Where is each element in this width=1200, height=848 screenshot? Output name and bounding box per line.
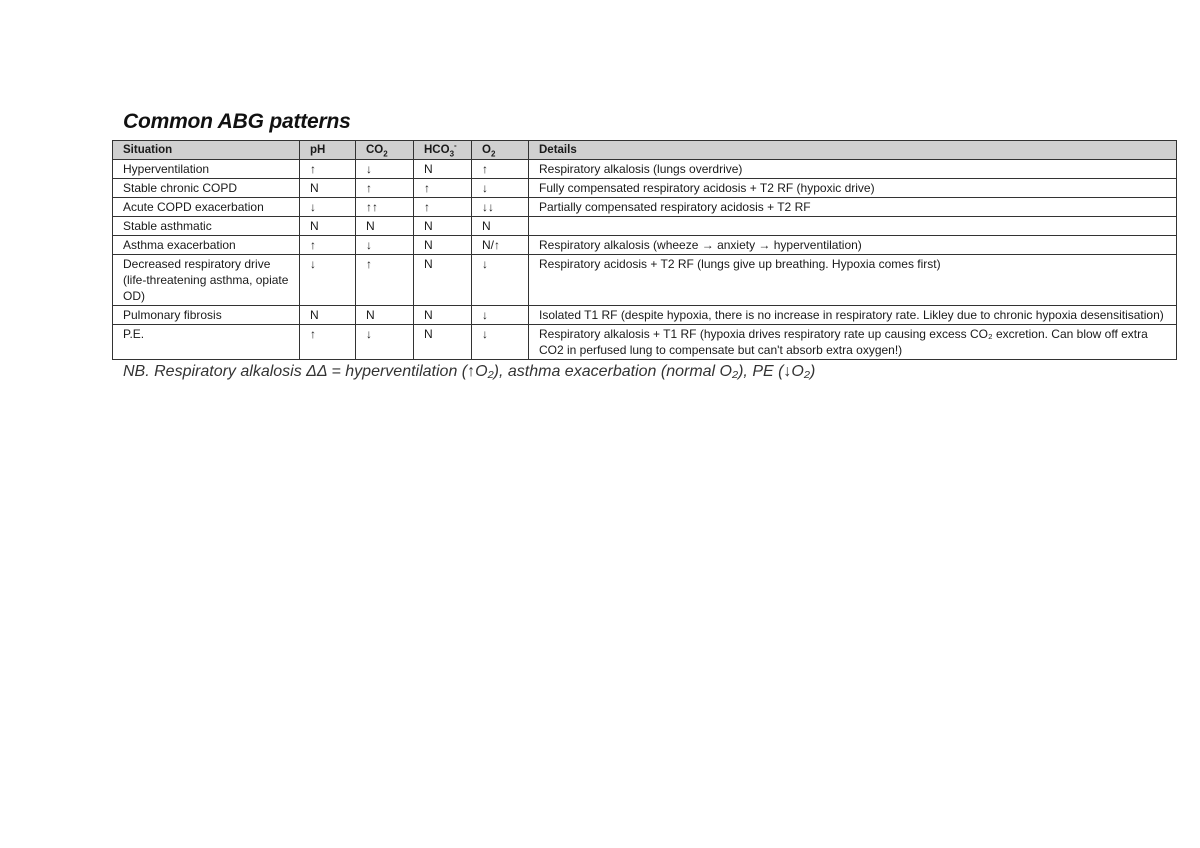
cell-ph: ↑ <box>300 236 356 255</box>
cell-hco3: N <box>414 306 472 325</box>
cell-details: Respiratory alkalosis + T1 RF (hypoxia drives respiratory rate up causing excess CO₂ excretion. Can blow off extra CO2 in perfused lung to compensate but can't absorb extra oxygen!) <box>529 325 1177 360</box>
cell-co2: N <box>356 306 414 325</box>
cell-situation: Hyperventilation <box>113 160 300 179</box>
abg-table <box>112 140 1177 360</box>
header-ph: pH <box>300 141 356 160</box>
cell-ph: N <box>300 217 356 236</box>
cell-situation: Stable asthmatic <box>113 217 300 236</box>
cell-co2: N <box>356 217 414 236</box>
cell-details: Isolated T1 RF (despite hypoxia, there is no increase in respiratory rate. Likley due to chronic hypoxia desensitisation) <box>529 306 1177 325</box>
cell-o2: ↑ <box>472 160 529 179</box>
cell-ph: N <box>300 306 356 325</box>
cell-hco3: N <box>414 217 472 236</box>
cell-hco3: ↑ <box>414 179 472 198</box>
cell-situation: Pulmonary fibrosis <box>113 306 300 325</box>
cell-o2: ↓ <box>472 306 529 325</box>
cell-situation: Asthma exacerbation <box>113 236 300 255</box>
footnote: NB. Respiratory alkalosis ΔΔ = hyperventilation (↑O₂), asthma exacerbation (normal O₂), PE (↓O₂) <box>123 363 816 380</box>
cell-details: Respiratory alkalosis (wheeze → anxiety → hyperventilation) <box>529 236 1177 255</box>
cell-co2: ↓ <box>356 236 414 255</box>
cell-hco3: N <box>414 325 472 360</box>
document <box>112 110 1176 381</box>
cell-situation: P.E. <box>113 325 300 360</box>
table-row <box>113 179 1177 198</box>
cell-ph: N <box>300 179 356 198</box>
cell-co2: ↑↑ <box>356 198 414 217</box>
header-o2: $O_2$ <box>472 141 529 160</box>
cell-ph: ↓ <box>300 255 356 306</box>
header-hco3: $HCO_3^-$ <box>414 141 472 160</box>
header-co2: $CO_2$ <box>356 141 414 160</box>
cell-o2: ↓↓ <box>472 198 529 217</box>
table-row <box>113 217 1177 236</box>
cell-hco3: N <box>414 236 472 255</box>
table-row <box>113 255 1177 306</box>
cell-co2: ↓ <box>356 160 414 179</box>
cell-o2: ↓ <box>472 179 529 198</box>
cell-o2: ↓ <box>472 325 529 360</box>
cell-co2: ↑ <box>356 179 414 198</box>
cell-o2: ↓ <box>472 255 529 306</box>
cell-ph: ↓ <box>300 198 356 217</box>
cell-situation: Acute COPD exacerbation <box>113 198 300 217</box>
table-row <box>113 236 1177 255</box>
cell-hco3: ↑ <box>414 198 472 217</box>
cell-ph: ↑ <box>300 325 356 360</box>
cell-hco3: N <box>414 160 472 179</box>
table-row <box>113 160 1177 179</box>
cell-o2: N <box>472 217 529 236</box>
header-situation: Situation <box>113 141 300 160</box>
cell-situation: Decreased respiratory drive (life-threatening asthma, opiate OD) <box>113 255 300 306</box>
cell-details <box>529 217 1177 236</box>
cell-details: Fully compensated respiratory acidosis + T2 RF (hypoxic drive) <box>529 179 1177 198</box>
cell-co2: ↑ <box>356 255 414 306</box>
table-row <box>113 306 1177 325</box>
table-row <box>113 325 1177 360</box>
cell-ph: ↑ <box>300 160 356 179</box>
cell-situation: Stable chronic COPD <box>113 179 300 198</box>
cell-details: Partially compensated respiratory acidosis + T2 RF <box>529 198 1177 217</box>
table-row <box>113 198 1177 217</box>
page-title: Common ABG patterns <box>123 110 351 133</box>
cell-hco3: N <box>414 255 472 306</box>
cell-co2: ↓ <box>356 325 414 360</box>
cell-details: Respiratory alkalosis (lungs overdrive) <box>529 160 1177 179</box>
table-header-row <box>113 141 1177 160</box>
cell-o2: N/↑ <box>472 236 529 255</box>
header-details: Details <box>529 141 1177 160</box>
cell-details: Respiratory acidosis + T2 RF (lungs give up breathing. Hypoxia comes first) <box>529 255 1177 306</box>
